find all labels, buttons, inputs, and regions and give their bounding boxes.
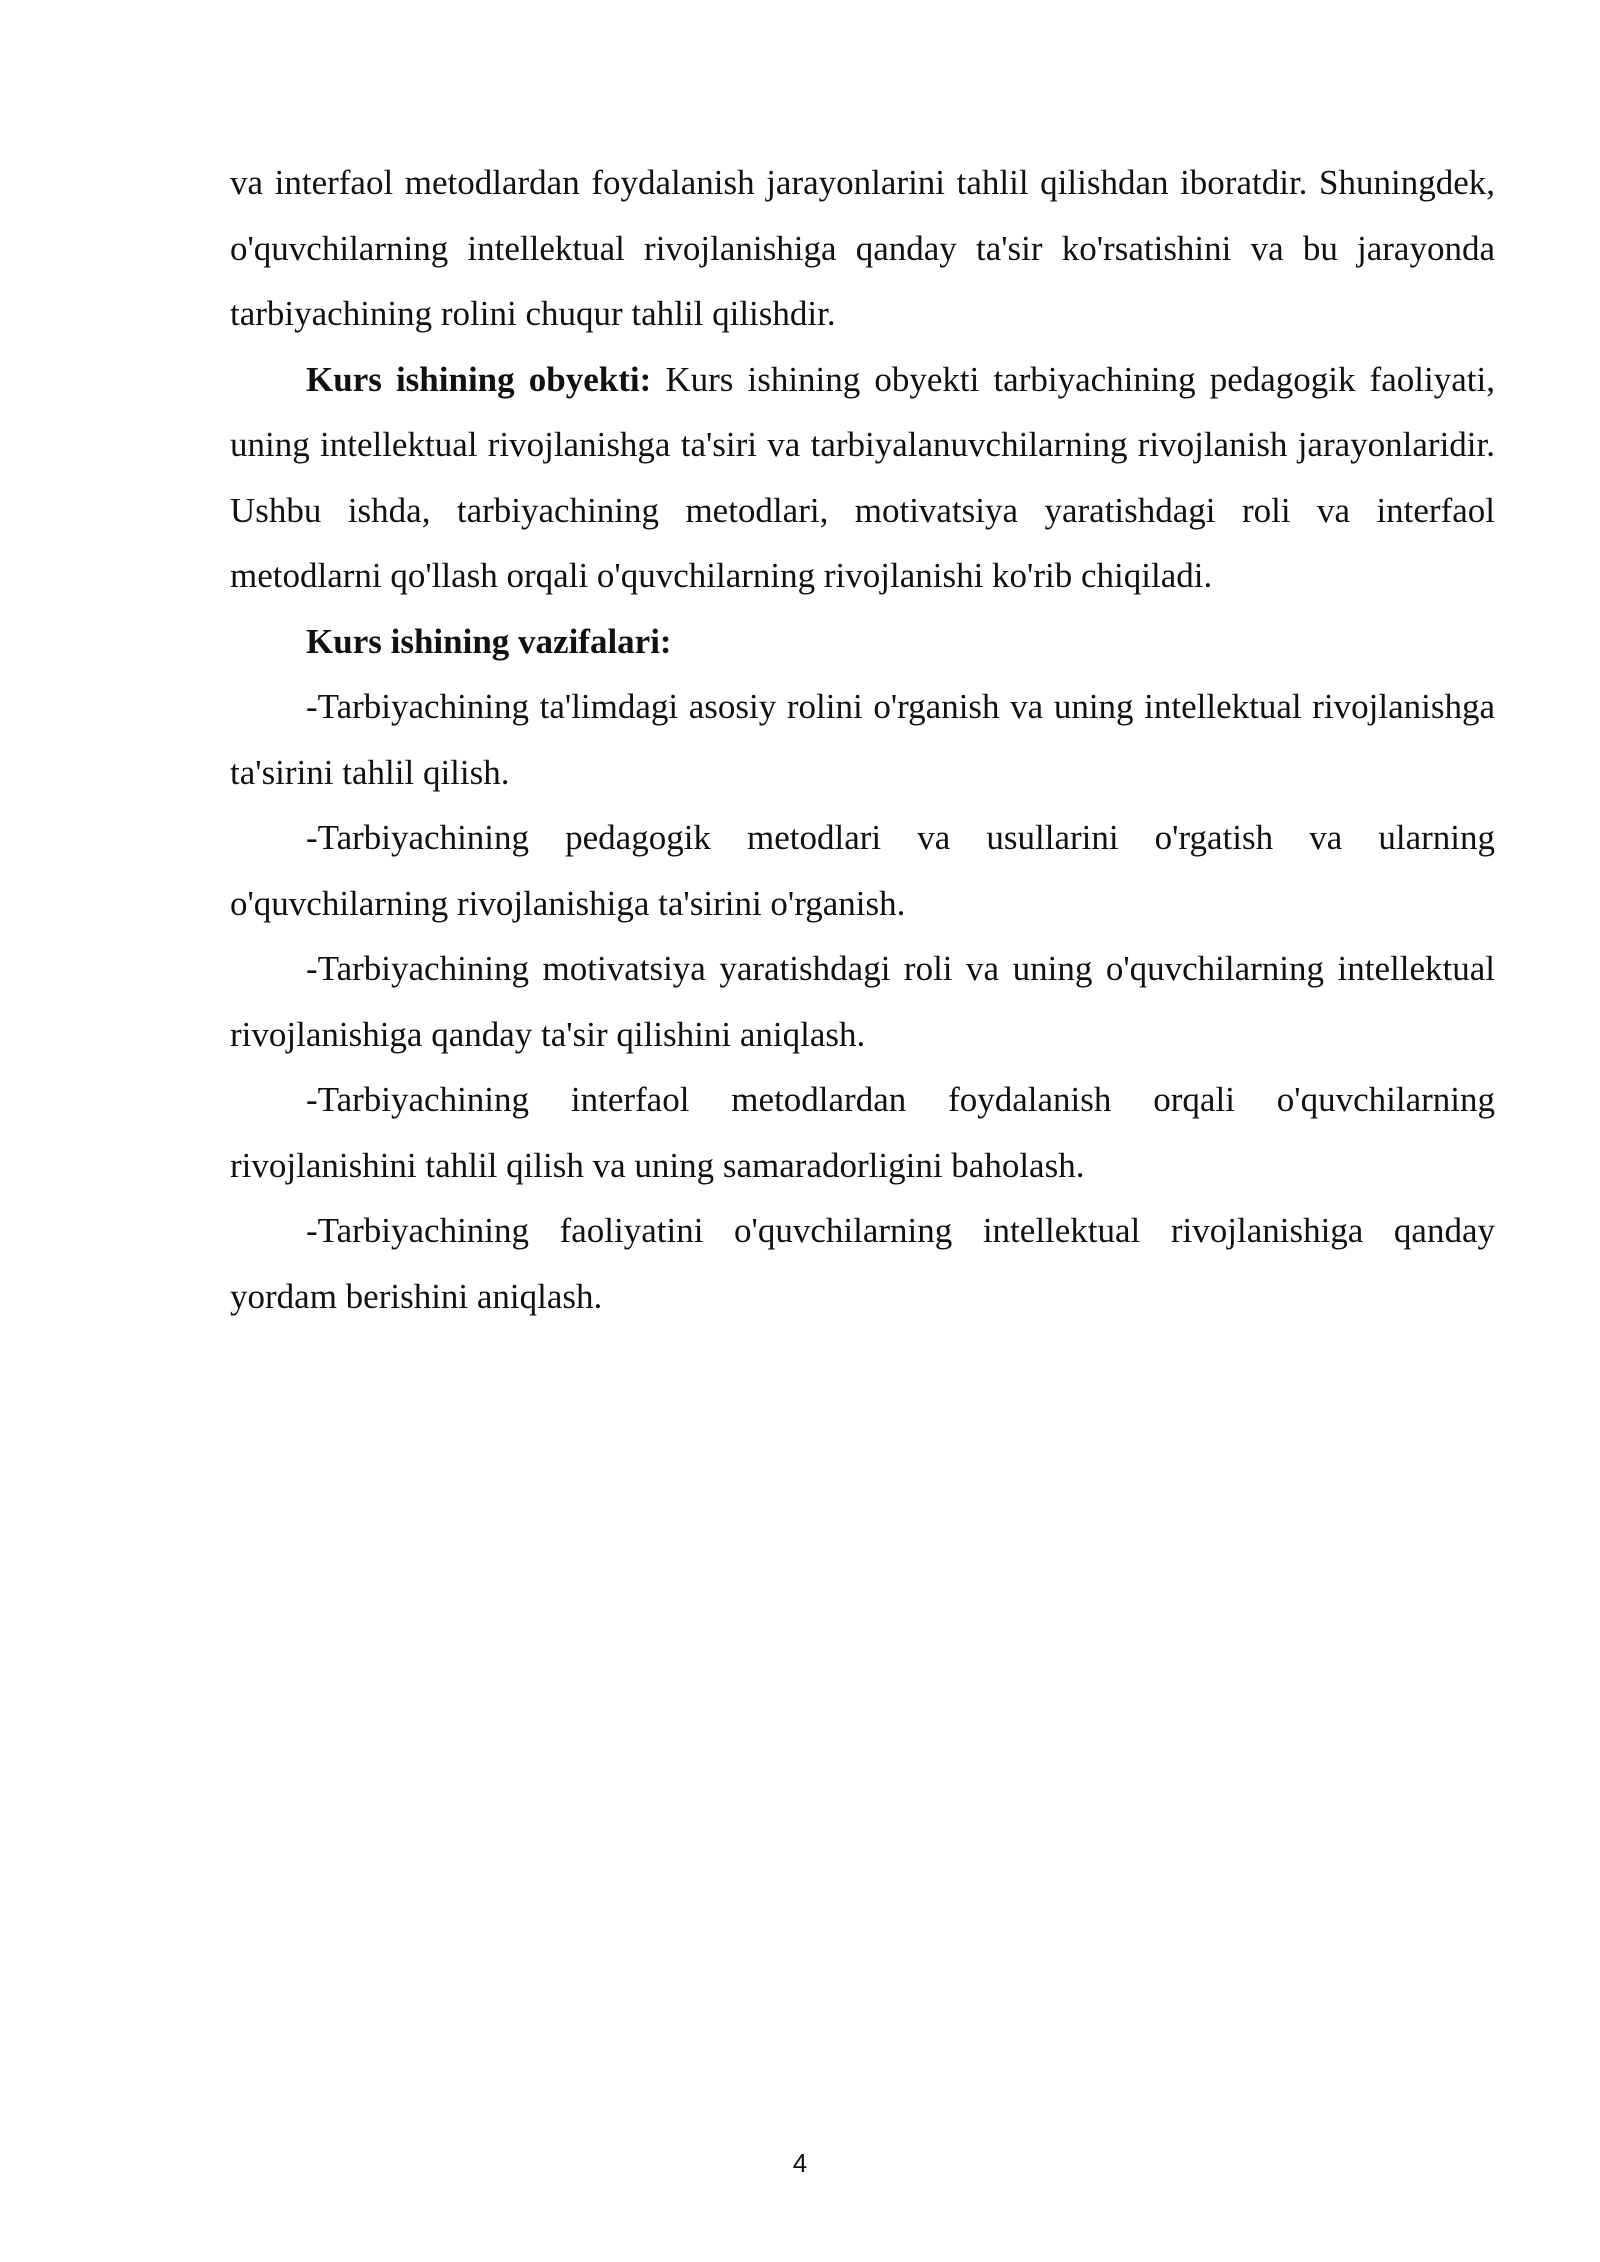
paragraph-text: -Tarbiyachining motivatsiya yaratishdagi roli va uning o'quvchilarning intellektual rivojlanishiga qanday ta'sir qilishini aniqlash.	[230, 949, 1495, 1054]
paragraph-tasks-heading	[230, 609, 1495, 675]
list-item-task-2	[230, 805, 1495, 936]
paragraph-text: Kurs ishining obyekti tarbiyachining pedagogik faoliyati, uning intellektual rivojlanishga ta'siri va tarbiyalanuvchilarning rivojlanish jarayonlaridir. Ushbu ishda, tarbiyachining metodlari, motivatsiya yaratishdagi roli va interfaol metodlarni qo'llash orqali o'quvchilarning rivojlanishi ko'rib chiqiladi.	[230, 359, 1495, 595]
page-number: 4	[792, 2148, 808, 2178]
body-text	[230, 150, 1495, 1329]
paragraph-text: -Tarbiyachining faoliyatini o'quvchilarning intellektual rivojlanishiga qanday yordam berishini aniqlash.	[230, 1211, 1495, 1316]
paragraph-intro-continuation	[230, 150, 1495, 347]
paragraph-text: va interfaol metodlardan foydalanish jarayonlarini tahlil qilishdan iboratdir. Shuningdek, o'quvchilarning intellektual rivojlanishiga qanday ta'sir ko'rsatishini va bu jarayonda tarbiyachining rolini chuqur tahlil qilishdir.	[230, 163, 1495, 333]
list-item-task-3	[230, 936, 1495, 1067]
paragraph-text: -Tarbiyachining interfaol metodlardan foydalanish orqali o'quvchilarning rivojlanishini tahlil qilish va uning samaradorligini baholash.	[230, 1080, 1495, 1185]
paragraph-text: -Tarbiyachining ta'limdagi asosiy rolini o'rganish va uning intellektual rivojlanishga ta'sirini tahlil qilish.	[230, 687, 1495, 792]
paragraph-heading: Kurs ishining vazifalari:	[306, 621, 672, 661]
list-item-task-4	[230, 1067, 1495, 1198]
paragraph-heading: Kurs ishining obyekti:	[306, 359, 652, 399]
list-item-task-1	[230, 674, 1495, 805]
list-item-task-5	[230, 1198, 1495, 1329]
paragraph-object	[230, 347, 1495, 609]
paragraph-text: -Tarbiyachining pedagogik metodlari va usullarini o'rgatish va ularning o'quvchilarning rivojlanishiga ta'sirini o'rganish.	[230, 818, 1495, 923]
